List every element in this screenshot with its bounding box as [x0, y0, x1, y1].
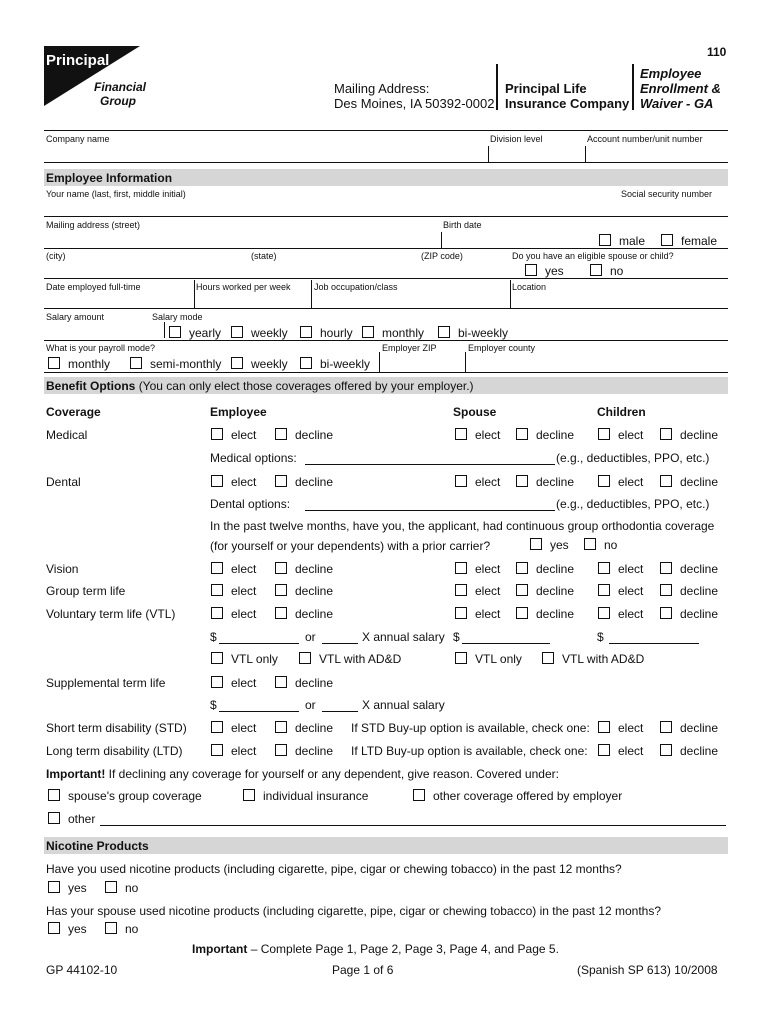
group-term-life-children-decline-checkbox[interactable] — [660, 584, 718, 598]
vtl-employee-decline-label: decline — [295, 607, 334, 621]
vtl-add-label: VTL with AD&D — [562, 652, 645, 666]
vision-employee-decline-checkbox[interactable] — [275, 562, 333, 576]
ltd-employee-decline-checkbox[interactable] — [275, 744, 333, 758]
checkbox-icon — [660, 584, 672, 596]
checkbox-icon — [598, 607, 610, 619]
payroll-mode-label: bi-weekly — [320, 357, 371, 371]
spanish-form-ref: (Spanish SP 613) 10/2008 — [577, 963, 718, 977]
checkbox-icon — [516, 607, 528, 619]
checkbox-icon — [599, 234, 611, 246]
ltd-employee-decline-label: decline — [295, 744, 334, 758]
salary-mode-hourly-checkbox[interactable] — [300, 326, 353, 340]
supplemental-annual-salary-label: X annual salary — [362, 698, 445, 712]
yes-label: yes — [545, 264, 564, 278]
spouse-vtl-only-checkbox[interactable] — [455, 652, 522, 666]
footer-important-text: – Complete Page 1, Page 2, Page 3, Page 4, and Page 5. — [250, 942, 559, 956]
coverage-column-header: Coverage — [46, 405, 101, 419]
dental-employee-elect-label: elect — [231, 475, 257, 489]
checkbox-icon — [455, 584, 467, 596]
payroll-biweekly-checkbox[interactable] — [300, 357, 370, 371]
checkbox-icon — [660, 475, 672, 487]
checkbox-icon — [598, 562, 610, 574]
ltd-children-elect-checkbox[interactable] — [598, 744, 643, 758]
dental-children-decline-label: decline — [680, 475, 719, 489]
declining-important-note — [46, 767, 559, 781]
nicotine-spouse-no-checkbox[interactable] — [105, 922, 138, 936]
checkbox-icon — [275, 607, 287, 619]
nicotine-spouse-yes-checkbox[interactable] — [48, 922, 87, 936]
checkbox-icon — [455, 652, 467, 664]
checkbox-icon — [211, 676, 223, 688]
vision-children-elect-checkbox[interactable] — [598, 562, 643, 576]
dental-options-eg: (e.g., deductibles, PPO, etc.) — [556, 497, 710, 511]
checkbox-icon — [660, 721, 672, 733]
salary-mode-label: monthly — [382, 326, 425, 340]
no-label: no — [125, 881, 139, 895]
spouse-child-question: Do you have an eligible spouse or child? — [512, 251, 674, 261]
vision-spouse-elect-checkbox[interactable] — [455, 562, 500, 576]
checkbox-icon — [211, 584, 223, 596]
std-children-decline-checkbox[interactable] — [660, 721, 718, 735]
checkbox-icon — [660, 562, 672, 574]
vision-spouse-elect-label: elect — [475, 562, 501, 576]
checkbox-icon — [661, 234, 673, 246]
spouse-child-no-checkbox[interactable] — [590, 264, 623, 278]
job-occupation-label: Job occupation/class — [314, 282, 398, 292]
vtl-employee-decline-checkbox[interactable] — [275, 607, 333, 621]
vision-coverage-label: Vision — [46, 562, 79, 576]
std-employee-decline-checkbox[interactable] — [275, 721, 333, 735]
salary-mode-biweekly-checkbox[interactable] — [438, 326, 508, 340]
group-term-life-spouse-elect-label: elect — [475, 584, 501, 598]
vision-employee-elect-label: elect — [231, 562, 257, 576]
yes-label: yes — [68, 881, 87, 895]
benefit-options-heading — [46, 379, 474, 393]
reason-other-employer-coverage-checkbox[interactable] — [413, 789, 622, 803]
no-label: no — [125, 922, 139, 936]
checkbox-icon — [598, 721, 610, 733]
reason-label: other coverage offered by employer — [433, 789, 623, 803]
payroll-mode-label: weekly — [251, 357, 288, 371]
spouse-vtl-add-checkbox[interactable] — [542, 652, 644, 666]
salary-mode-yearly-checkbox[interactable] — [169, 326, 221, 340]
male-label: male — [619, 234, 646, 248]
vtl-spouse-elect-checkbox[interactable] — [455, 607, 500, 621]
location-label: Location — [512, 282, 547, 292]
checkbox-icon — [455, 562, 467, 574]
date-employed-label: Date employed full-time — [46, 282, 141, 292]
std-children-elect-checkbox[interactable] — [598, 721, 643, 735]
std-coverage-label: Short term disability (STD) — [46, 721, 187, 735]
checkbox-icon — [530, 538, 542, 550]
salary-mode-label: Salary mode — [152, 312, 203, 322]
dental-spouse-elect-label: elect — [475, 475, 501, 489]
checkbox-icon — [243, 789, 255, 801]
reason-label: spouse's group coverage — [68, 789, 202, 803]
vtl-add-label: VTL with AD&D — [319, 652, 402, 666]
std-children-decline-label: decline — [680, 721, 719, 735]
logo-group-text: Group — [100, 94, 136, 108]
ltd-children-decline-checkbox[interactable] — [660, 744, 718, 758]
vtl-only-label: VTL only — [231, 652, 278, 666]
ltd-children-elect-label: elect — [618, 744, 644, 758]
reason-other-checkbox[interactable] — [48, 812, 95, 826]
std-employee-elect-checkbox[interactable] — [211, 721, 256, 735]
std-employee-elect-label: elect — [231, 721, 257, 735]
checkbox-icon — [516, 475, 528, 487]
vision-employee-elect-checkbox[interactable] — [211, 562, 256, 576]
benefit-options-note: (You can only elect those coverages offered by your employer.) — [138, 379, 474, 393]
employer-zip-label: Employer ZIP — [382, 343, 437, 353]
salary-mode-label: weekly — [251, 326, 288, 340]
vtl-or-label: or — [305, 630, 316, 644]
vision-children-decline-checkbox[interactable] — [660, 562, 718, 576]
payroll-mode-label: monthly — [68, 357, 111, 371]
checkbox-icon — [362, 326, 374, 338]
payroll-semimonthly-checkbox[interactable] — [130, 357, 221, 371]
dental-children-decline-checkbox[interactable] — [660, 475, 718, 489]
mailing-address-city: Des Moines, IA 50392-0002 — [334, 96, 495, 111]
vision-spouse-decline-label: decline — [536, 562, 575, 576]
dental-spouse-decline-checkbox[interactable] — [516, 475, 574, 489]
vtl-children-elect-checkbox[interactable] — [598, 607, 643, 621]
checkbox-icon — [211, 607, 223, 619]
medical-options-eg: (e.g., deductibles, PPO, etc.) — [556, 451, 710, 465]
supplemental-employee-elect-checkbox[interactable] — [211, 676, 256, 690]
ortho-question-line2: (for yourself or your dependents) with a prior carrier? — [210, 539, 491, 553]
std-employee-decline-label: decline — [295, 721, 334, 735]
checkbox-icon — [48, 881, 60, 893]
doc-title-line3: Waiver - GA — [640, 96, 714, 111]
vtl-children-amount-field[interactable] — [609, 643, 699, 644]
vtl-children-elect-label: elect — [618, 607, 644, 621]
vtl-employee-elect-checkbox[interactable] — [211, 607, 256, 621]
nicotine-question-spouse: Has your spouse used nicotine products (including cigarette, pipe, cigar or chewing tobacco) in the past 12 months? — [46, 904, 662, 918]
salary-mode-monthly-checkbox[interactable] — [362, 326, 424, 340]
vtl-annual-salary-label: X annual salary — [362, 630, 445, 644]
footer-important-note — [192, 942, 559, 956]
vtl-employee-amount-field[interactable] — [219, 643, 299, 644]
checkbox-icon — [516, 428, 528, 440]
female-label: female — [681, 234, 718, 248]
medical-spouse-elect-label: elect — [475, 428, 501, 442]
yes-label: yes — [550, 538, 569, 552]
salary-amount-label: Salary amount — [46, 312, 105, 322]
checkbox-icon — [211, 562, 223, 574]
vtl-multiple-field[interactable] — [322, 643, 358, 644]
reason-individual-insurance-checkbox[interactable] — [243, 789, 368, 803]
vision-spouse-decline-checkbox[interactable] — [516, 562, 574, 576]
checkbox-icon — [455, 607, 467, 619]
supplemental-employee-decline-checkbox[interactable] — [275, 676, 333, 690]
vision-children-elect-label: elect — [618, 562, 644, 576]
vtl-children-decline-label: decline — [680, 607, 719, 621]
vtl-dollar-sign: $ — [210, 630, 217, 644]
medical-employee-decline-label: decline — [295, 428, 334, 442]
checkbox-icon — [299, 652, 311, 664]
company-name-line2: Insurance Company — [505, 96, 630, 111]
employee-vtl-only-checkbox[interactable] — [211, 652, 278, 666]
payroll-mode-question: What is your payroll mode? — [46, 343, 156, 353]
nicotine-heading: Nicotine Products — [46, 839, 149, 853]
city-label: (city) — [46, 251, 66, 261]
company-name-label: Company name — [46, 134, 110, 144]
supplemental-dollar-sign: $ — [210, 698, 217, 712]
logo-financial-text: Financial — [94, 80, 147, 94]
no-label: no — [610, 264, 624, 278]
group-term-life-employee-decline-checkbox[interactable] — [275, 584, 333, 598]
checkbox-icon — [598, 744, 610, 756]
supplemental-coverage-label: Supplemental term life — [46, 676, 166, 690]
vision-children-decline-label: decline — [680, 562, 719, 576]
form-number: 110 — [707, 45, 727, 59]
supplemental-multiple-field[interactable] — [322, 711, 358, 712]
medical-children-elect-checkbox[interactable] — [598, 428, 643, 442]
mailing-address-label: Mailing Address: — [334, 81, 430, 96]
ltd-employee-elect-checkbox[interactable] — [211, 744, 256, 758]
dental-employee-elect-checkbox[interactable] — [211, 475, 256, 489]
reason-other-field[interactable] — [100, 825, 726, 826]
ltd-coverage-label: Long term disability (LTD) — [46, 744, 183, 758]
ltd-children-decline-label: decline — [680, 744, 719, 758]
birth-date-label: Birth date — [443, 220, 482, 230]
form-code: GP 44102-10 — [46, 963, 118, 977]
checkbox-icon — [300, 326, 312, 338]
group-term-life-children-decline-label: decline — [680, 584, 719, 598]
vision-employee-decline-label: decline — [295, 562, 334, 576]
dental-options-label: Dental options: — [210, 497, 291, 511]
group-term-life-children-elect-label: elect — [618, 584, 644, 598]
checkbox-icon — [275, 428, 287, 440]
doc-title-line1: Employee — [640, 66, 702, 81]
ortho-no-checkbox[interactable] — [584, 538, 617, 552]
medical-options-label: Medical options: — [210, 451, 297, 465]
important-text: If declining any coverage for yourself or any dependent, give reason. Covered under: — [108, 767, 559, 781]
reason-label: individual insurance — [263, 789, 369, 803]
supplemental-or-label: or — [305, 698, 316, 712]
dental-employee-decline-label: decline — [295, 475, 334, 489]
group-term-life-spouse-decline-checkbox[interactable] — [516, 584, 574, 598]
dental-employee-decline-checkbox[interactable] — [275, 475, 333, 489]
checkbox-icon — [584, 538, 596, 550]
female-checkbox[interactable] — [661, 234, 717, 248]
checkbox-icon — [48, 789, 60, 801]
ltd-employee-elect-label: elect — [231, 744, 257, 758]
doc-title-line2: Enrollment & — [640, 81, 721, 96]
vtl-children-decline-checkbox[interactable] — [660, 607, 718, 621]
your-name-label: Your name (last, first, middle initial) — [46, 189, 186, 199]
mailing-address-street-label: Mailing address (street) — [46, 220, 141, 230]
medical-employee-decline-checkbox[interactable] — [275, 428, 333, 442]
checkbox-icon — [438, 326, 450, 338]
checkbox-icon — [275, 744, 287, 756]
vtl-spouse-dollar-sign: $ — [453, 630, 460, 644]
vtl-spouse-decline-checkbox[interactable] — [516, 607, 574, 621]
checkbox-icon — [660, 428, 672, 440]
medical-spouse-decline-checkbox[interactable] — [516, 428, 574, 442]
checkbox-icon — [455, 428, 467, 440]
yes-label: yes — [68, 922, 87, 936]
checkbox-icon — [516, 584, 528, 596]
important-label: Important! — [46, 767, 106, 781]
salary-mode-label: yearly — [189, 326, 222, 340]
reason-spouse-coverage-checkbox[interactable] — [48, 789, 202, 803]
ortho-yes-checkbox[interactable] — [530, 538, 569, 552]
checkbox-icon — [48, 922, 60, 934]
checkbox-icon — [542, 652, 554, 664]
dental-children-elect-checkbox[interactable] — [598, 475, 643, 489]
payroll-monthly-checkbox[interactable] — [48, 357, 110, 371]
employee-column-header: Employee — [210, 405, 267, 419]
employee-info-heading: Employee Information — [46, 171, 173, 185]
medical-children-decline-checkbox[interactable] — [660, 428, 718, 442]
supplemental-employee-decline-label: decline — [295, 676, 334, 690]
vtl-children-dollar-sign: $ — [597, 630, 604, 644]
checkbox-icon — [211, 744, 223, 756]
dental-children-elect-label: elect — [618, 475, 644, 489]
medical-children-elect-label: elect — [618, 428, 644, 442]
checkbox-icon — [300, 357, 312, 369]
std-children-elect-label: elect — [618, 721, 644, 735]
children-column-header: Children — [597, 405, 646, 419]
checkbox-icon — [130, 357, 142, 369]
checkbox-icon — [525, 264, 537, 276]
state-label: (state) — [251, 251, 277, 261]
checkbox-icon — [275, 721, 287, 733]
salary-mode-weekly-checkbox[interactable] — [231, 326, 288, 340]
account-number-label: Account number/unit number — [587, 134, 703, 144]
vtl-spouse-decline-label: decline — [536, 607, 575, 621]
checkbox-icon — [598, 584, 610, 596]
checkbox-icon — [660, 744, 672, 756]
ssn-label: Social security number — [621, 189, 713, 199]
hours-worked-label: Hours worked per week — [196, 282, 291, 292]
group-term-life-spouse-elect-checkbox[interactable] — [455, 584, 500, 598]
group-term-life-coverage-label: Group term life — [46, 584, 126, 598]
checkbox-icon — [231, 357, 243, 369]
nicotine-question-you: Have you used nicotine products (including cigarette, pipe, cigar or chewing tobacco) in the past 12 months? — [46, 862, 622, 876]
checkbox-icon — [598, 475, 610, 487]
checkbox-icon — [169, 326, 181, 338]
supplemental-employee-elect-label: elect — [231, 676, 257, 690]
zip-label: (ZIP code) — [421, 251, 463, 261]
checkbox-icon — [48, 812, 60, 824]
dental-coverage-label: Dental — [46, 475, 81, 489]
payroll-mode-label: semi-monthly — [150, 357, 222, 371]
checkbox-icon — [211, 652, 223, 664]
checkbox-icon — [231, 326, 243, 338]
checkbox-icon — [590, 264, 602, 276]
benefit-options-title: Benefit Options — [46, 379, 136, 393]
medical-spouse-elect-checkbox[interactable] — [455, 428, 500, 442]
vtl-only-label: VTL only — [475, 652, 522, 666]
checkbox-icon — [105, 881, 117, 893]
reason-other-label: other — [68, 812, 96, 826]
medical-employee-elect-checkbox[interactable] — [211, 428, 256, 442]
checkbox-icon — [413, 789, 425, 801]
medical-spouse-decline-label: decline — [536, 428, 575, 442]
employee-vtl-add-checkbox[interactable] — [299, 652, 401, 666]
salary-mode-label: hourly — [320, 326, 353, 340]
dental-options-field[interactable] — [305, 510, 555, 511]
group-term-life-spouse-decline-label: decline — [536, 584, 575, 598]
ortho-question-line1: In the past twelve months, have you, the applicant, had continuous group orthodontia coverage — [210, 519, 715, 533]
checkbox-icon — [516, 562, 528, 574]
no-label: no — [604, 538, 618, 552]
salary-mode-label: bi-weekly — [458, 326, 509, 340]
medical-employee-elect-label: elect — [231, 428, 257, 442]
checkbox-icon — [211, 428, 223, 440]
checkbox-icon — [275, 475, 287, 487]
medical-options-field[interactable] — [305, 464, 555, 465]
ltd-buyup-text: If LTD Buy-up option is available, check one: — [351, 744, 588, 758]
employer-county-label: Employer county — [468, 343, 536, 353]
payroll-weekly-checkbox[interactable] — [231, 357, 288, 371]
checkbox-icon — [211, 721, 223, 733]
nicotine-you-yes-checkbox[interactable] — [48, 881, 87, 895]
group-term-life-employee-decline-label: decline — [295, 584, 334, 598]
dental-spouse-elect-checkbox[interactable] — [455, 475, 500, 489]
medical-children-decline-label: decline — [680, 428, 719, 442]
spouse-child-yes-checkbox[interactable] — [525, 264, 564, 278]
logo-principal-text: Principal — [46, 52, 110, 69]
footer-important-label: Important — [192, 942, 248, 956]
group-term-life-employee-elect-label: elect — [231, 584, 257, 598]
supplemental-amount-field[interactable] — [219, 711, 299, 712]
checkbox-icon — [275, 562, 287, 574]
checkbox-icon — [455, 475, 467, 487]
dental-spouse-decline-label: decline — [536, 475, 575, 489]
page-number: Page 1 of 6 — [332, 963, 394, 977]
checkbox-icon — [275, 584, 287, 596]
checkbox-icon — [660, 607, 672, 619]
checkbox-icon — [48, 357, 60, 369]
spouse-column-header: Spouse — [453, 405, 497, 419]
vtl-spouse-amount-field[interactable] — [462, 643, 550, 644]
group-term-life-employee-elect-checkbox[interactable] — [211, 584, 256, 598]
company-name-line1: Principal Life — [505, 81, 587, 96]
std-buyup-text: If STD Buy-up option is available, check one: — [351, 721, 590, 735]
division-level-label: Division level — [490, 134, 543, 144]
vtl-employee-elect-label: elect — [231, 607, 257, 621]
vtl-coverage-label: Voluntary term life (VTL) — [46, 607, 176, 621]
medical-coverage-label: Medical — [46, 428, 88, 442]
checkbox-icon — [275, 676, 287, 688]
checkbox-icon — [598, 428, 610, 440]
checkbox-icon — [105, 922, 117, 934]
checkbox-icon — [211, 475, 223, 487]
male-checkbox[interactable] — [599, 234, 645, 248]
nicotine-you-no-checkbox[interactable] — [105, 881, 138, 895]
vtl-spouse-elect-label: elect — [475, 607, 501, 621]
group-term-life-children-elect-checkbox[interactable] — [598, 584, 643, 598]
